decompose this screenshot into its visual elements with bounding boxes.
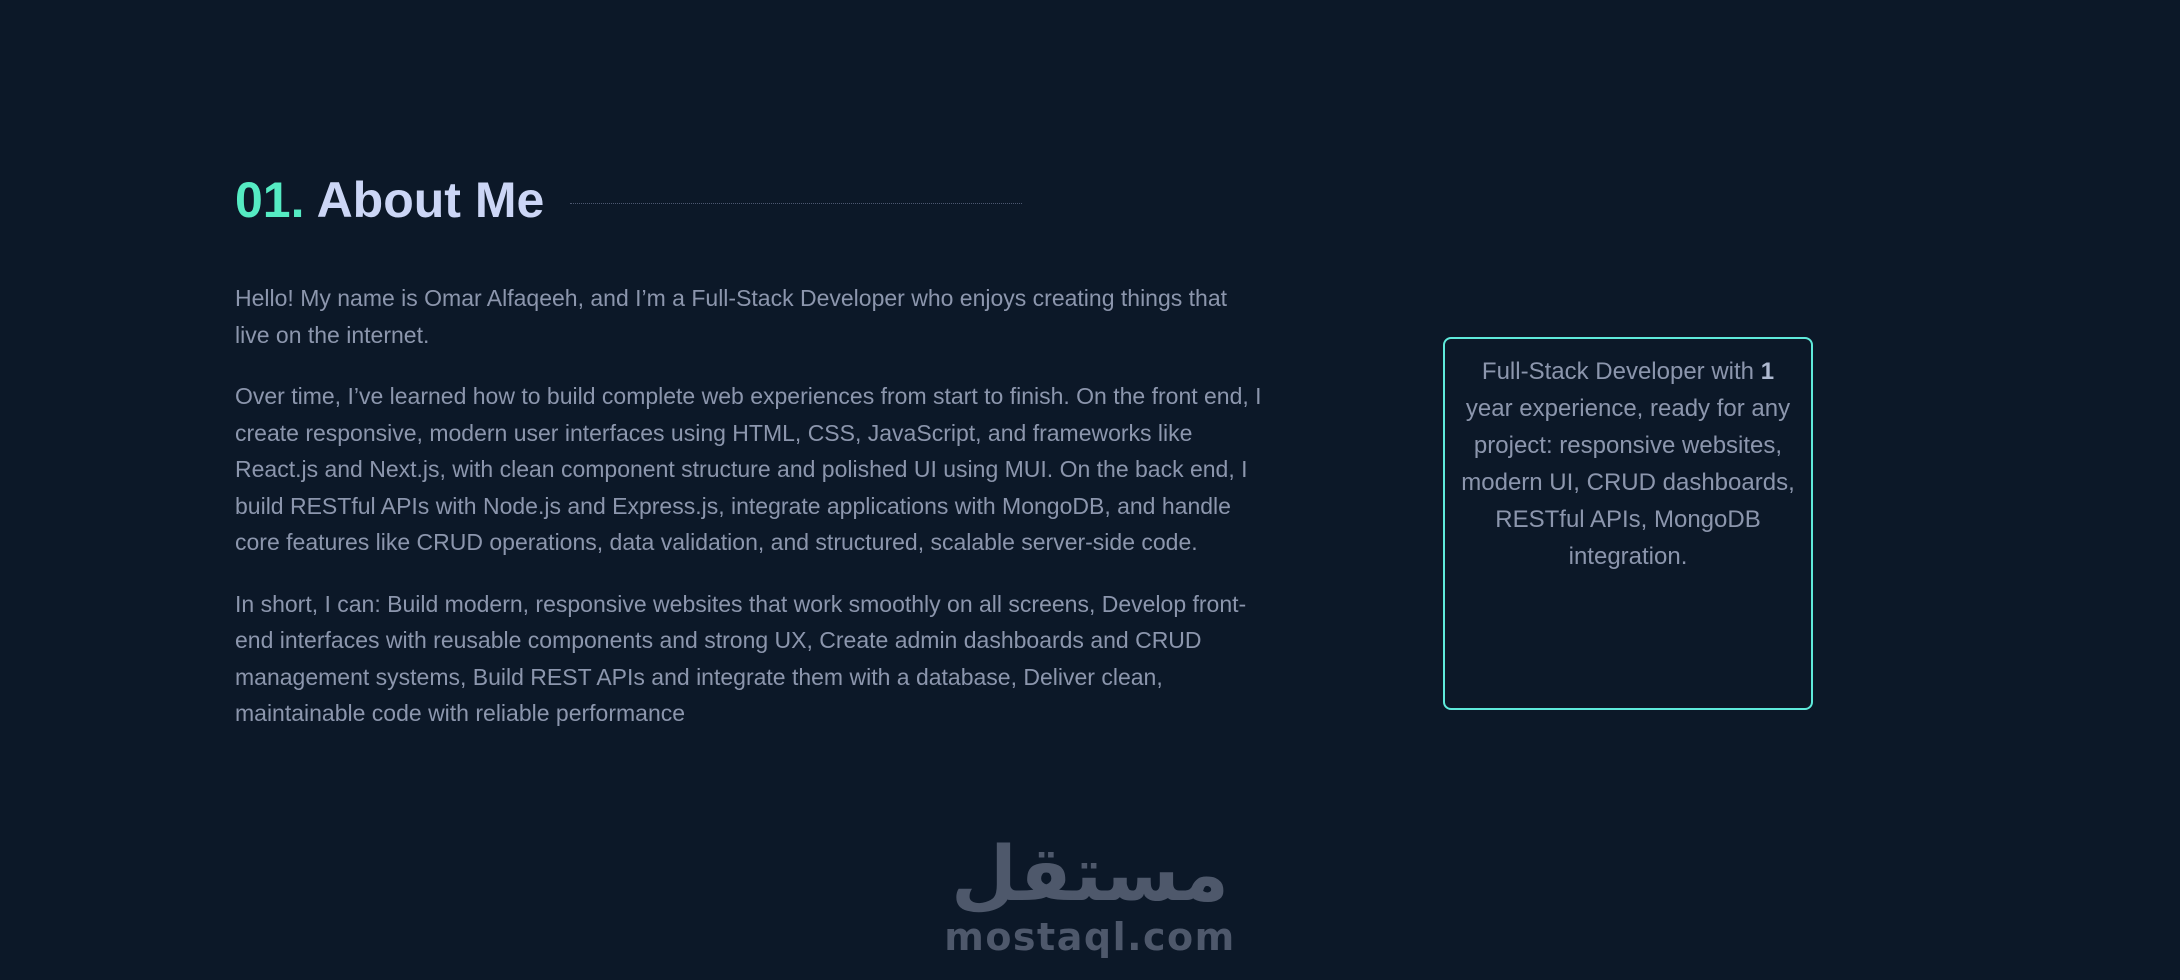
page-title — [235, 172, 544, 228]
mostaql-domain-text: mostaql.com — [944, 915, 1236, 959]
section-header — [235, 172, 1485, 228]
highlight-box-text — [1459, 353, 1797, 575]
about-text-column — [235, 280, 1267, 732]
highlight-text-after: year experience, ready for any project: responsive websites, modern UI, CRUD dashboards, RESTful APIs, MongoDB integration. — [1461, 395, 1795, 570]
mostaql-watermark — [944, 829, 1236, 959]
mostaql-arabic-logo: مستقل — [951, 829, 1229, 918]
about-paragraph-experience: Over time, I’ve learned how to build complete web experiences from start to finish. On the front end, I create responsive, modern user interfaces using HTML, CSS, JavaScript, and frameworks like React.js and Next.js, with clean component structure and polished UI using MUI. On the back end, I build RESTful APIs with Node.js and Express.js, integrate applications with MongoDB, and handle core features like CRUD operations, data validation, and structured, scalable server-side code. — [235, 383, 1262, 555]
about-paragraph-intro: Hello! My name is Omar Alfaqeeh, and I’m a Full-Stack Developer who enjoys creating things that live on the internet. — [235, 285, 1228, 348]
section-number: 01. — [235, 172, 305, 228]
about-paragraph-summary: In short, I can: Build modern, responsive websites that work smoothly on all screens, Develop front-end interfaces with reusable components and strong UX, Create admin dashboards and CRUD management systems, Build REST APIs and integrate them with a database, Deliver clean, maintainable code with reliable performance — [235, 590, 1247, 726]
heading-divider-line — [570, 203, 1022, 204]
highlight-box — [1443, 337, 1813, 710]
highlight-years-value: 1 — [1760, 358, 1775, 385]
highlight-text-before: Full-Stack Developer with — [1481, 358, 1755, 385]
section-title: About Me — [316, 172, 545, 228]
